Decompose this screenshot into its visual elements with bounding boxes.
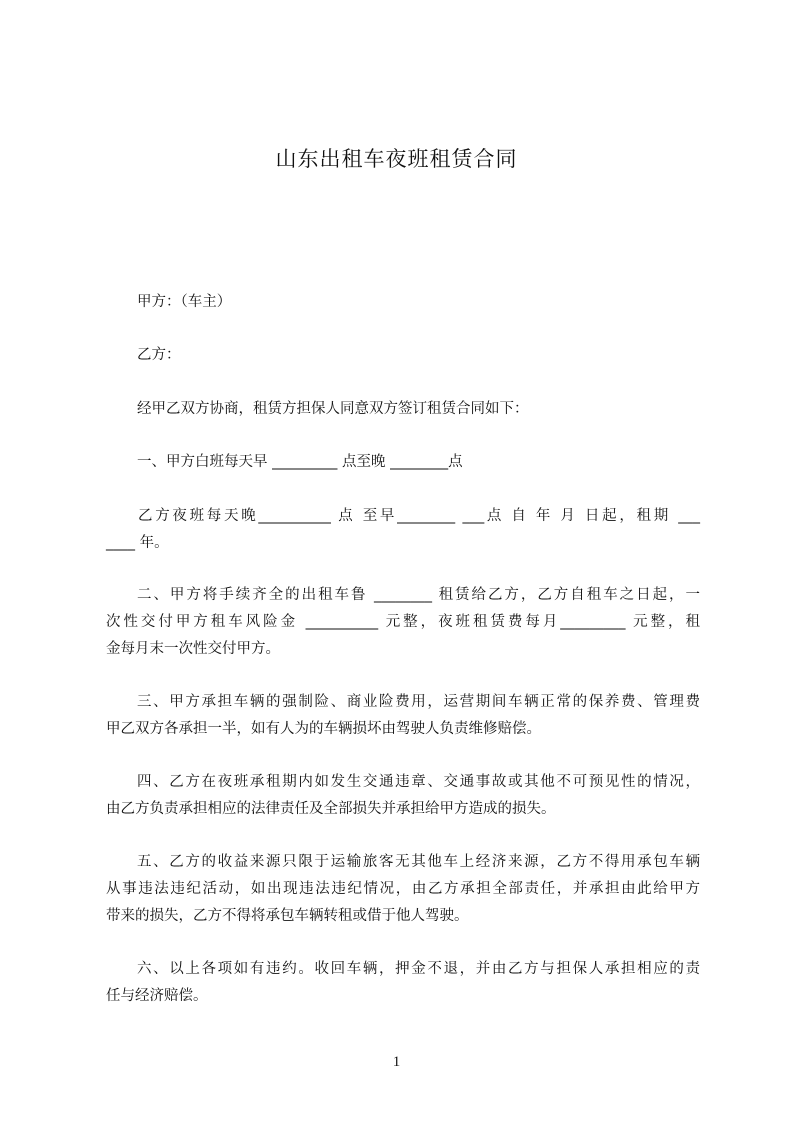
- contract-title: 山东出租车夜班租赁合同: [275, 147, 518, 171]
- clause-5-line-3: 带来的损失，乙方不得将承包车辆转租或借于他人驾驶。: [106, 908, 469, 924]
- clause-4-line-2: 由乙方负责承担相应的法律责任及全部损失并承担给甲方造成的损失。: [106, 801, 556, 817]
- clause-1-line-3: ____ 年。: [106, 535, 169, 551]
- clause-3-line-2: 甲乙双方各承担一半，如有人为的车辆损坏由驾驶人负责维修赔偿。: [106, 721, 541, 737]
- clause-1-line-2: 乙方夜班每天晚__________ 点 至早________ ___点 自 年 月 日起，租期 ___: [138, 508, 700, 524]
- preamble-line: 经甲乙双方协商，租赁方担保人同意双方签订租赁合同如下：: [137, 401, 529, 417]
- party-b-line: 乙方：: [137, 347, 181, 363]
- clause-1-line-1: 一、甲方白班每天早 _________ 点至晚 ________点: [137, 454, 463, 470]
- page-number: 1: [392, 1054, 401, 1070]
- clause-3-line-1: 三、甲方承担车辆的强制险、商业险费用，运营期间车辆正常的保养费、管理费: [137, 694, 700, 710]
- clause-5-line-2: 从事违法违纪活动，如出现违法违纪情况，由乙方承担全部责任，并承担由此给甲方: [106, 881, 700, 897]
- clause-4-line-1: 四、乙方在夜班承租期内如发生交通违章、交通事故或其他不可预见性的情况，: [137, 774, 700, 790]
- clause-2-line-1: 二、甲方将手续齐全的出租车鲁 ________ 租赁给乙方，乙方自租车之日起，一: [137, 587, 700, 603]
- clause-6-line-2: 任与经济赔偿。: [106, 988, 208, 1004]
- clause-6-line-1: 六、以上各项如有违约。收回车辆，押金不退，并由乙方与担保人承担相应的责: [137, 961, 700, 977]
- clause-5-line-1: 五、乙方的收益来源只限于运输旅客无其他车上经济来源，乙方不得用承包车辆: [137, 854, 700, 870]
- party-a-line: 甲方：（车主）: [137, 294, 232, 310]
- clause-2-line-3: 金每月末一次性交付甲方。: [106, 641, 280, 657]
- clause-2-line-2: 次性交付甲方租车风险金 __________ 元整，夜班租赁费每月_________ 元整，租: [106, 614, 700, 630]
